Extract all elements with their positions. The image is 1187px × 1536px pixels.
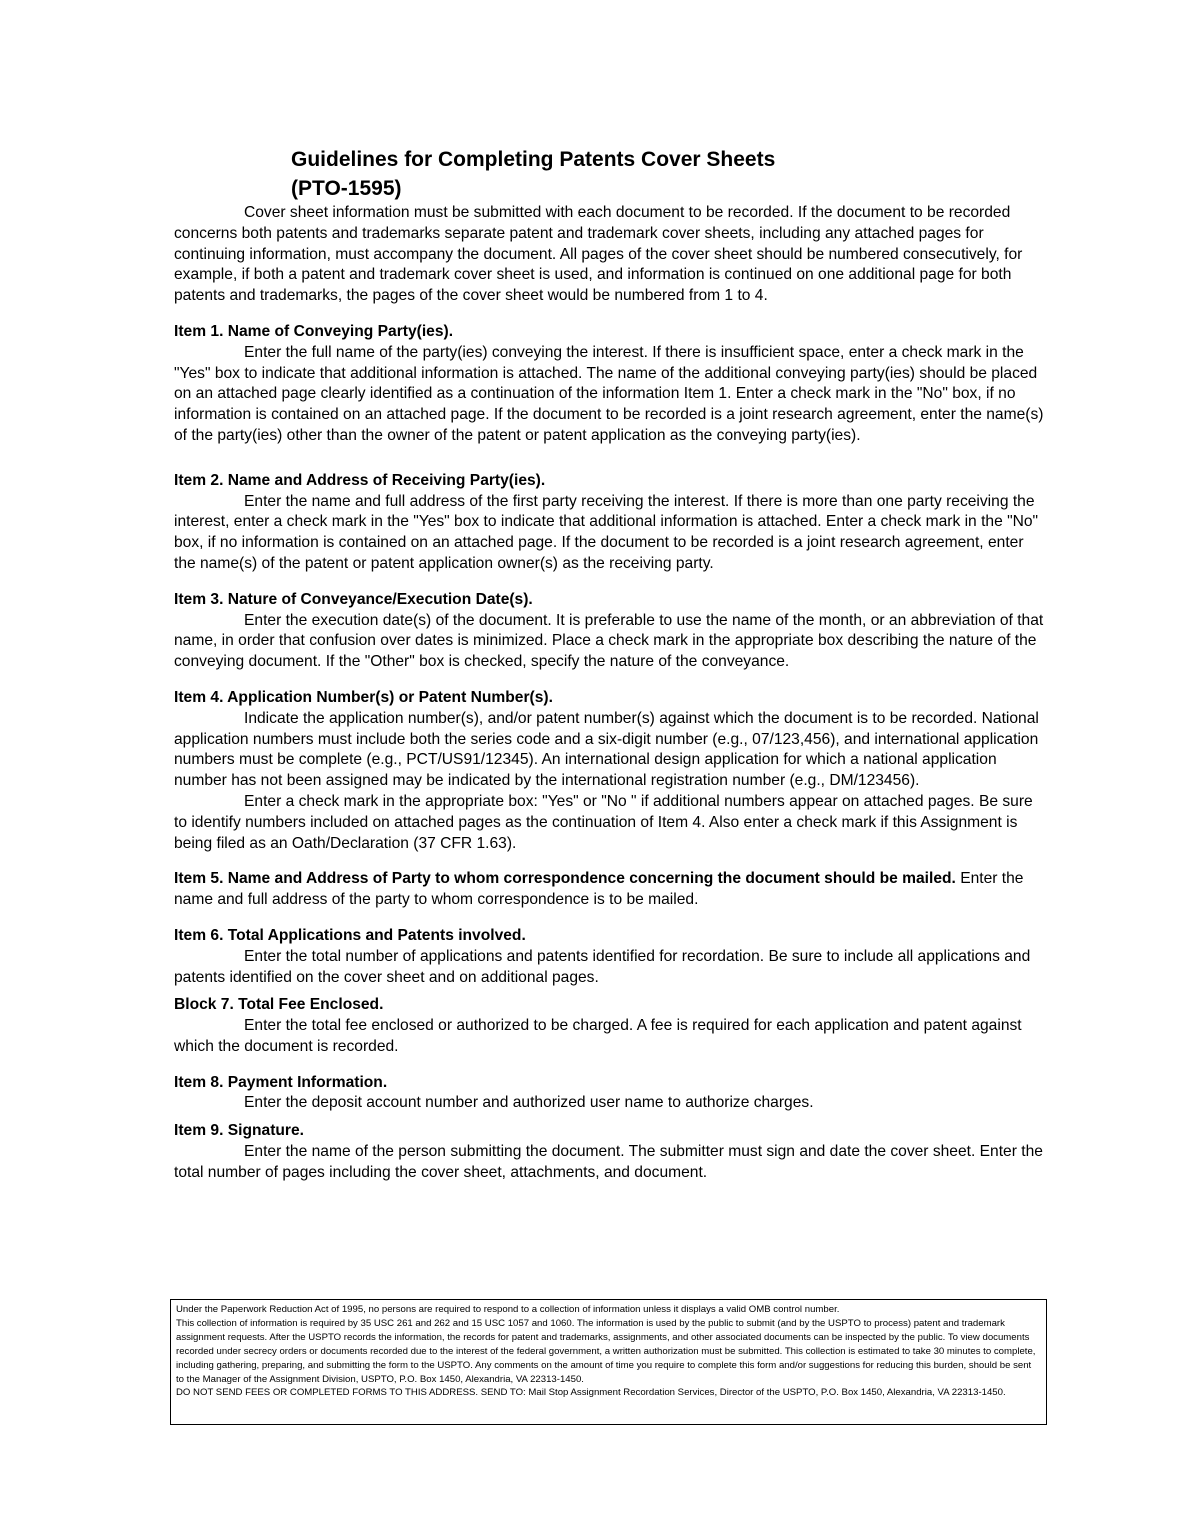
section-item-8 — [174, 1073, 1044, 1115]
item-3-heading: Item 3. Nature of Conveyance/Execution Date(s). — [174, 590, 533, 608]
section-item-4 — [174, 688, 1044, 854]
section-item-2 — [174, 471, 1044, 575]
block-7-text: Enter the total fee enclosed or authorized to be charged. A fee is required for each application and patent against which the document is recorded. — [174, 1017, 1022, 1055]
section-item-5 — [174, 869, 1044, 911]
item-2-text: Enter the name and full address of the first party receiving the interest. If there is more than one party receiving the interest, enter a check mark in the "Yes" box to indicate that additional information is attached. Enter a check mark in the "No" box, if no information is contained on an attached page. If the document to be recorded is a joint research agreement, enter the name(s) of the patent or patent application owner(s) as the receiving party. — [174, 492, 1039, 572]
section-item-3 — [174, 590, 1044, 673]
paperwork-notice-box — [170, 1299, 1047, 1425]
item-9-text: Enter the name of the person submitting the document. The submitter must sign and date the cover sheet. Enter the total number of pages including the cover sheet, attachments, and document. — [174, 1143, 1043, 1181]
item-1-text: Enter the full name of the party(ies) conveying the interest. If there is insufficient space, enter a check mark in the "Yes" box to indicate that additional information is attached. The name of the additional conveying party(ies) should be placed on an attached page clearly identified as a continuation of the information Item 1. Enter a check mark in the "No" box, if no information is contained on an attached page. If the document to be recorded is a joint research agreement, enter the name(s) of the party(ies) other than the owner of the patent or patent application as the conveying party(ies). — [174, 343, 1044, 444]
notice-send-to: DO NOT SEND FEES OR COMPLETED FORMS TO THIS ADDRESS. SEND TO: Mail Stop Assignment Recordation Services, Director of the USPTO, P.O. Box 1450, Alexandria, VA 22313-1450. — [176, 1387, 1006, 1399]
item-6-heading: Item 6. Total Applications and Patents involved. — [174, 926, 526, 944]
section-item-6 — [174, 926, 1044, 988]
section-block-7 — [174, 995, 1044, 1057]
title-line-1: Guidelines for Completing Patents Cover Sheets — [291, 148, 776, 171]
item-5-heading: Item 5. Name and Address of Party to whom correspondence concerning the document should be mailed. — [174, 870, 956, 888]
item-4-text-2: Enter a check mark in the appropriate box: "Yes" or "No " if additional numbers appear on attached pages. Be sure to identify numbers included on attached pages as the continuation of Item 4. Also enter a check mark if this Assignment is being filed as an Oath/Declaration (37 CFR 1.63). — [174, 792, 1033, 852]
notice-line-1: Under the Paperwork Reduction Act of 1995, no persons are required to respond to a collection of information unless it displays a valid OMB control number. — [176, 1304, 840, 1315]
item-2-heading: Item 2. Name and Address of Receiving Party(ies). — [174, 471, 546, 489]
item-3-text: Enter the execution date(s) of the document. It is preferable to use the name of the month, or an abbreviation of that name, in order that confusion over dates is minimized. Place a check mark in the appropriate box describing the nature of the conveying document. If the "Other" box is checked, specify the nature of the conveyance. — [174, 611, 1044, 671]
page-title — [291, 145, 1051, 203]
section-item-9 — [174, 1121, 1044, 1183]
notice-body: This collection of information is required by 35 USC 261 and 262 and 15 USC 1057 and 1060. The information is used by the public to submit (and by the USPTO to process) patent and trademark assignment requests. After the USPTO records the information, the records for patent and trademarks, assignments, and other associated documents can be inspected by the public. To view documents recorded under secrecy orders or documents recorded due to the interest of the federal government, a written authorization must be submitted. This collection is estimated to take 30 minutes to complete, including gathering, preparing, and submitting the form to the USPTO. Any comments on the amount of time you require to complete this form and/or suggestions for reducing this burden, should be sent to the Manager of the Assignment Division, USPTO, P.O. Box 1450, Alexandria, VA 22313-1450. — [176, 1317, 1036, 1385]
item-1-heading: Item 1. Name of Conveying Party(ies). — [174, 322, 454, 340]
item-4-heading: Item 4. Application Number(s) or Patent Number(s). — [174, 688, 553, 706]
guidelines-body — [174, 203, 1044, 1184]
item-5-paragraph — [174, 869, 1044, 911]
section-item-1 — [174, 322, 1044, 447]
item-6-text: Enter the total number of applications and patents identified for recordation. Be sure to include all applications and patents identified on the cover sheet and on additional pages. — [174, 947, 1031, 986]
item-5-text: Enter the name and full address of the party to whom correspondence is to be mailed. — [174, 870, 1024, 909]
intro-paragraph: Cover sheet information must be submitted with each document to be recorded. If the document to be recorded concerns both patents and trademarks separate patent and trademark cover sheets, including any attached pages for continuing information, must accompany the document. All pages of the cover sheet should be numbered consecutively, for example, if both a patent and trademark cover sheet is used, and information is continued on one additional page for both patents and trademarks, the pages of the cover sheet would be numbered from 1 to 4. — [174, 204, 1023, 305]
item-9-heading: Item 9. Signature. — [174, 1122, 304, 1140]
title-line-2: (PTO-1595) — [291, 177, 402, 200]
item-8-heading: Item 8. Payment Information. — [174, 1073, 388, 1091]
item-4-text-1: Indicate the application number(s), and/or patent number(s) against which the document is to be recorded. National application numbers must include both the series code and a six-digit number (e.g., 07/123,456), and international application numbers must be complete (e.g., PCT/US91/12345). An international design application for which a national application number has not been assigned may be indicated by the international registration number (e.g., DM/123456). — [174, 709, 1039, 790]
block-7-heading: Block 7. Total Fee Enclosed. — [174, 996, 384, 1014]
item-8-text: Enter the deposit account number and authorized user name to authorize charges. — [244, 1094, 814, 1112]
